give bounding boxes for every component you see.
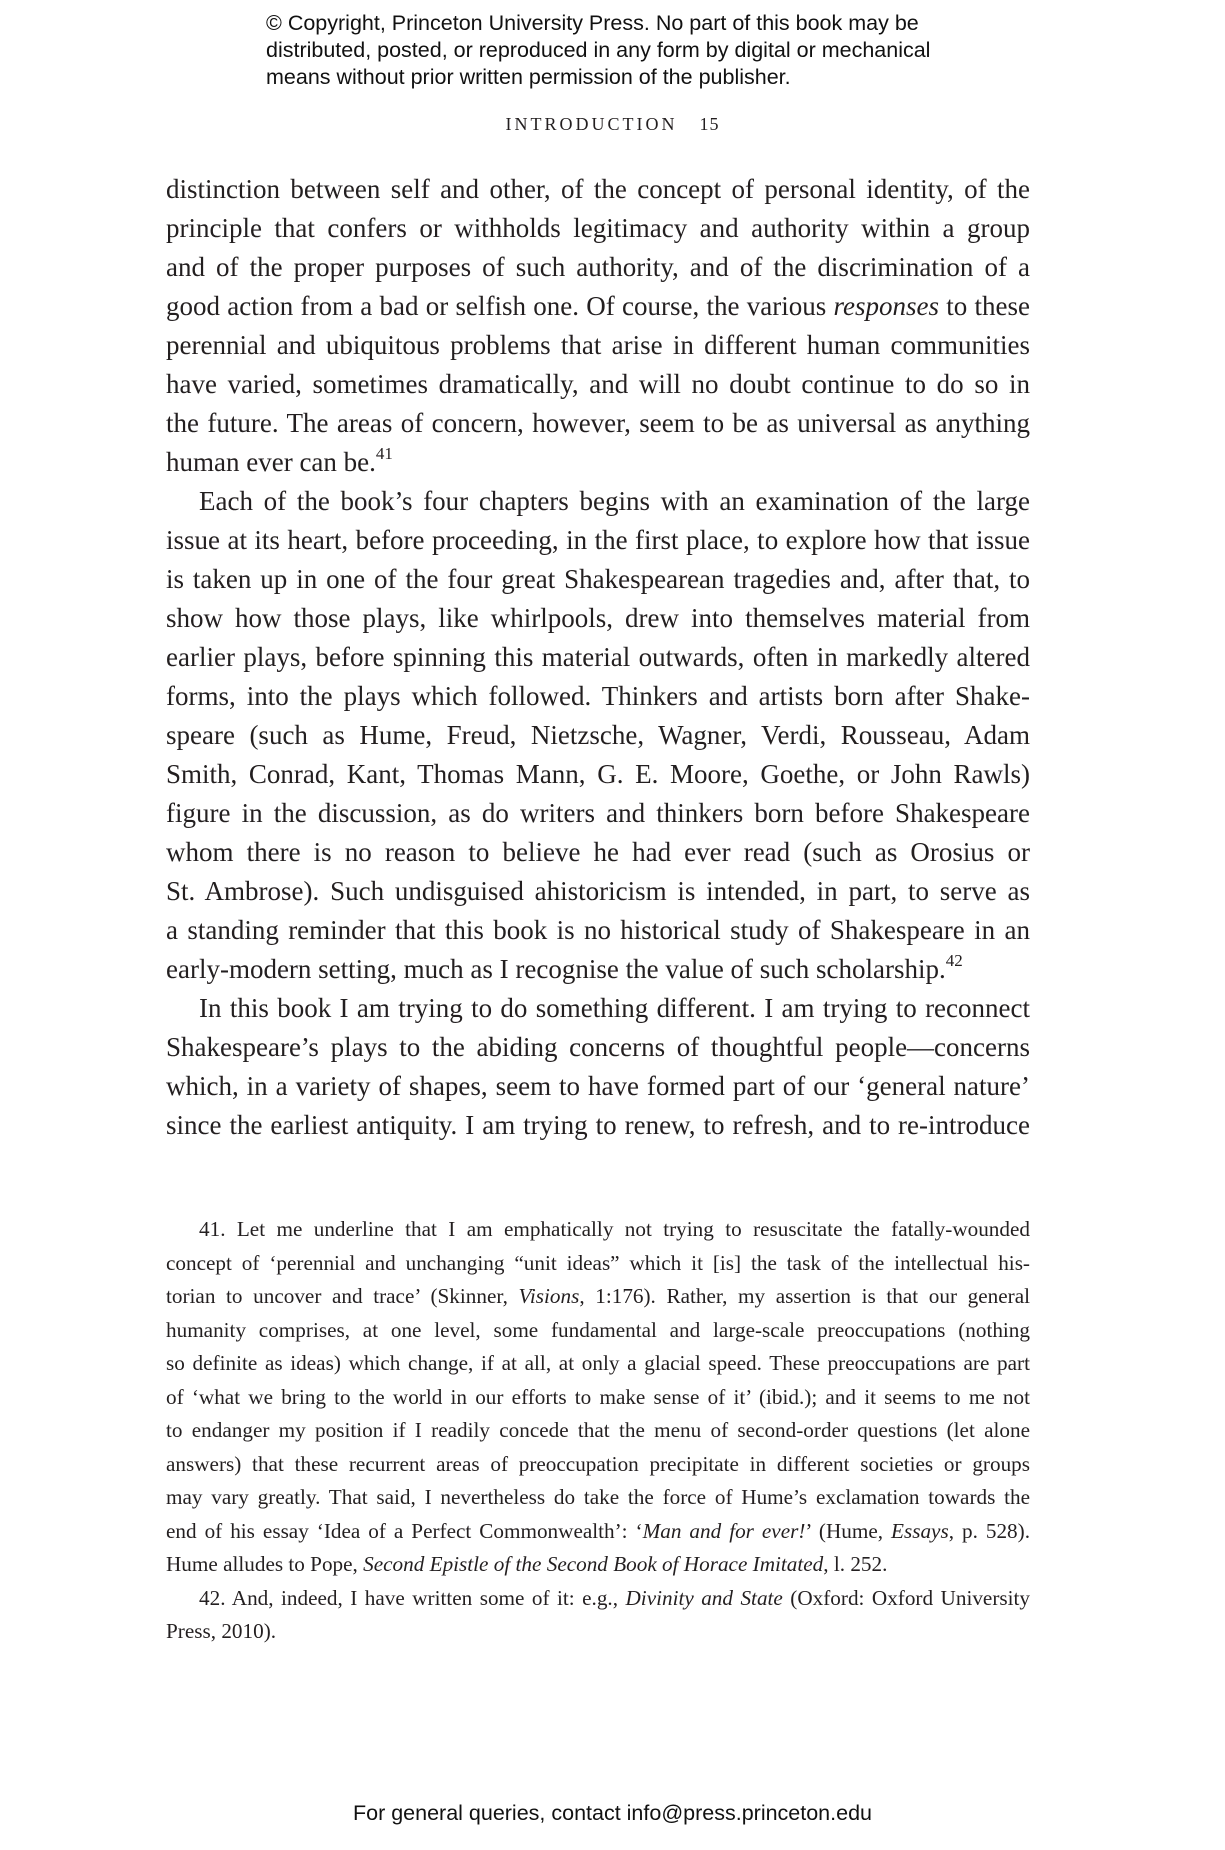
footnote-line: torian to uncover and trace’ (Skinner, Visions, 1:176). Rather, my assertion is that our general	[166, 1284, 1030, 1308]
footnote-line: concept of ‘perennial and unchanging “unit ideas” which it [is] the task of the intellectual his-	[166, 1250, 1030, 1275]
text-line: Shakespeare’s plays to the abiding concerns of thoughtful people—concerns	[166, 1032, 1030, 1062]
text-line: a standing reminder that this book is no historical study of Shakespeare in an	[166, 915, 1030, 945]
body-text	[166, 170, 1030, 1145]
footnote-line: may vary greatly. That said, I nevertheless do take the force of Hume’s exclamation towards the	[166, 1485, 1030, 1509]
footnote-41	[166, 1213, 1030, 1582]
running-head-title: INTRODUCTION	[505, 114, 678, 134]
text-line: perennial and ubiquitous problems that arise in different human communities	[166, 330, 1030, 360]
text-line: earlier plays, before spinning this material outwards, often in markedly altered	[166, 642, 1030, 672]
footnote-ref-42[interactable]: 42	[945, 951, 963, 970]
footnote-line: Hume alludes to Pope, Second Epistle of the Second Book of Horace Imitated, l. 252.	[166, 1552, 888, 1576]
copyright-line: distributed, posted, or reproduced in any form by digital or mechanical	[266, 38, 931, 62]
text-line: speare (such as Hume, Freud, Nietzsche, Wagner, Verdi, Rousseau, Adam	[166, 720, 1030, 750]
paragraph-1	[166, 170, 1030, 482]
copyright-line: means without prior written permission of the publisher.	[266, 65, 791, 89]
text-line: early-modern setting, much as I recognise the value of such scholarship.$^{42}$	[166, 951, 963, 984]
text-line: In this book I am trying to do something different. I am trying to reconnect	[199, 993, 1030, 1023]
text-line: which, in a variety of shapes, seem to have formed part of our ‘general nature’	[166, 1071, 1030, 1101]
emphasis: responses	[833, 291, 939, 321]
emphasis: Man and for ever!	[642, 1518, 806, 1543]
footnote-line: to endanger my position if I readily concede that the menu of second-order questions (let alone	[166, 1418, 1030, 1442]
text-line: human ever can be.$^{41}$	[166, 444, 393, 477]
footnote-line: humanity comprises, at one level, some fundamental and large-scale preoccupations (nothing	[166, 1317, 1030, 1342]
text-line: principle that confers or withholds legitimacy and authority within a group	[166, 213, 1030, 243]
footnote-ref-41[interactable]: 41	[375, 444, 393, 463]
text-line: is taken up in one of the four great Shakespearean tragedies and, after that, to	[166, 564, 1030, 594]
footnote-42	[166, 1582, 1030, 1649]
text-line: since the earliest antiquity. I am trying to renew, to refresh, and to re-introduce	[166, 1110, 1030, 1140]
footer-contact: For general queries, contact info@press.princeton.edu	[352, 1801, 872, 1825]
text-line: and of the proper purposes of such authority, and of the discrimination of a	[166, 252, 1030, 282]
text-line: show how those plays, like whirlpools, drew into themselves material from	[166, 603, 1030, 633]
text-line: whom there is no reason to believe he had ever read (such as Orosius or	[166, 837, 1030, 867]
text-line: Smith, Conrad, Kant, Thomas Mann, G. E. Moore, Goethe, or John Rawls)	[166, 759, 1030, 789]
copyright-notice	[266, 10, 1026, 91]
text-line: Each of the book’s four chapters begins with an examination of the large	[199, 486, 1030, 516]
footnotes	[166, 1213, 1030, 1649]
text-line: distinction between self and other, of the concept of personal identity, of the	[166, 174, 1030, 204]
text-line: good action from a bad or selfish one. Of course, the various responses to these	[166, 291, 1030, 321]
footnote-line: end of his essay ‘Idea of a Perfect Commonwealth’: ‘Man and for ever!’ (Hume, Essays, p. 528).	[166, 1518, 1030, 1543]
page-number: 15	[699, 114, 720, 134]
text-line: forms, into the plays which followed. Thinkers and artists born after Shake-	[166, 681, 1030, 711]
emphasis: Divinity and State	[625, 1585, 783, 1610]
copyright-line: © Copyright, Princeton University Press. No part of this book may be	[266, 11, 919, 35]
emphasis: Visions	[518, 1284, 580, 1308]
text-line: issue at its heart, before proceeding, in the first place, to explore how that issue	[166, 525, 1030, 555]
emphasis: Second Epistle of the Second Book of Horace Imitated	[363, 1552, 824, 1576]
footnote-line: of ‘what we bring to the world in our efforts to make sense of it’ (ibid.); and it seems to me not	[166, 1384, 1030, 1409]
running-head	[0, 114, 1225, 135]
paragraph-3	[166, 989, 1030, 1145]
text-line: St. Ambrose). Such undisguised ahistoricism is intended, in part, to serve as	[166, 876, 1030, 906]
text-line: have varied, sometimes dramatically, and will no doubt continue to do so in	[166, 369, 1030, 399]
footnote-line: so definite as ideas) which change, if at all, at only a glacial speed. These preoccupations are part	[166, 1351, 1030, 1375]
paragraph-2	[166, 482, 1030, 989]
footnote-line: answers) that these recurrent areas of preoccupation precipitate in different societies or groups	[166, 1451, 1030, 1476]
text-line: figure in the discussion, as do writers and thinkers born before Shakespeare	[166, 798, 1030, 828]
text-line: the future. The areas of concern, however, seem to be as universal as anything	[166, 408, 1030, 438]
emphasis: Essays	[891, 1518, 949, 1543]
footnote-line: 41. Let me underline that I am emphatically not trying to resuscitate the fatally-wounded	[199, 1217, 1030, 1241]
footnote-line: 42. And, indeed, I have written some of it: e.g., Divinity and State (Oxford: Oxford University	[199, 1585, 1030, 1610]
footnote-line: Press, 2010).	[166, 1619, 277, 1643]
